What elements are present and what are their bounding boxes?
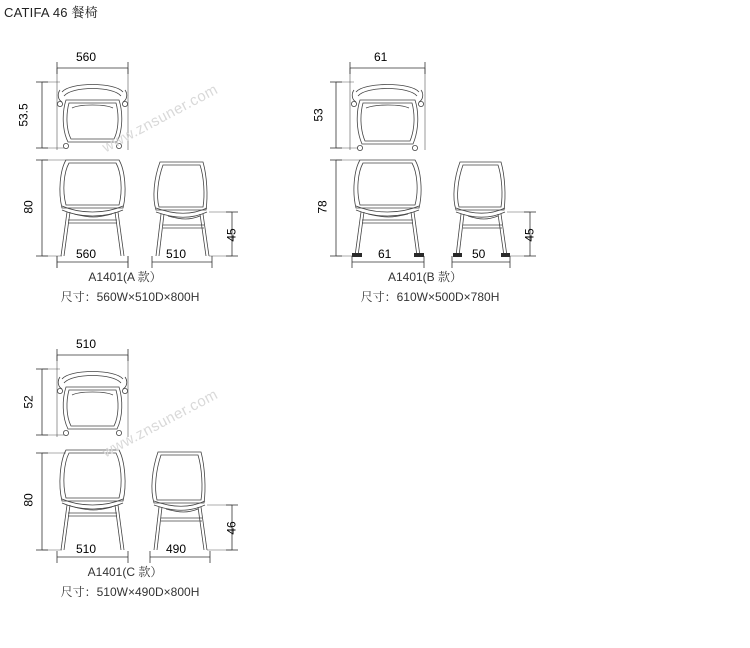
dim-a-seat-height: 45 xyxy=(224,228,239,242)
caption-c-name: A1401(C 款） xyxy=(87,565,163,579)
dim-c-front-width: 510 xyxy=(76,542,97,556)
dim-c-back-height: 52 xyxy=(21,395,36,409)
dim-b-back-height: 53 xyxy=(311,108,326,122)
caption-b-name: A1401(B 款） xyxy=(387,270,463,284)
caption-a-name: A1401(A 款） xyxy=(88,270,162,284)
figure-variant-b xyxy=(290,20,550,304)
figure-variant-a xyxy=(0,20,250,304)
dim-b-top-width: 61 xyxy=(374,50,388,64)
dim-a-top-width: 560 xyxy=(76,50,97,64)
figure-variant-c xyxy=(0,325,250,615)
dim-b-side-depth: 50 xyxy=(472,247,486,261)
dim-b-seat-height: 45 xyxy=(522,228,537,242)
dim-c-body-height: 80 xyxy=(21,493,36,507)
dim-a-body-height: 80 xyxy=(21,200,36,214)
dim-c-top-width: 510 xyxy=(76,337,97,351)
dim-a-back-height: 53.5 xyxy=(16,103,31,127)
dim-a-front-width: 560 xyxy=(76,247,97,261)
dim-b-body-height: 78 xyxy=(315,200,330,214)
caption-b-spec: 尺寸：610W×500D×780H xyxy=(360,290,500,304)
dim-a-side-depth: 510 xyxy=(166,247,187,261)
dim-c-side-depth: 490 xyxy=(166,542,187,556)
caption-c-spec: 尺寸：510W×490D×800H xyxy=(60,585,200,599)
dim-b-front-width: 61 xyxy=(378,247,392,261)
dim-c-seat-height: 46 xyxy=(224,521,239,535)
watermark-2: www.znsuner.com xyxy=(99,385,221,462)
caption-a-spec: 尺寸：560W×510D×800H xyxy=(60,290,200,304)
watermark-1: www.znsuner.com xyxy=(99,80,221,157)
page-title: CATIFA 46 餐椅 xyxy=(4,5,98,20)
